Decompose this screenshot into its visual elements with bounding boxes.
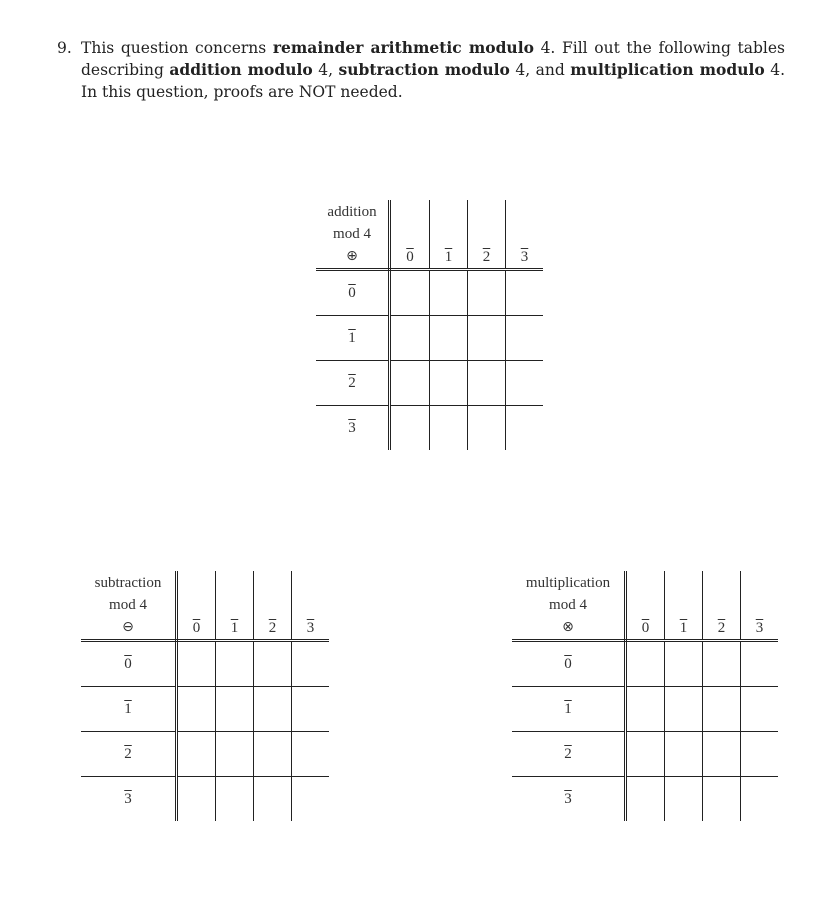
answer-cell[interactable] bbox=[665, 687, 703, 732]
column-header-label: 2 bbox=[268, 620, 277, 636]
answer-cell[interactable] bbox=[254, 777, 292, 822]
question-text-run: 4, bbox=[312, 61, 339, 79]
answer-cell[interactable] bbox=[177, 777, 216, 822]
answer-cell[interactable] bbox=[703, 732, 741, 777]
question-text-run: 4, and bbox=[509, 61, 571, 79]
answer-cell[interactable] bbox=[177, 641, 216, 687]
answer-cell[interactable] bbox=[390, 316, 430, 361]
multiplication-mod-4-table bbox=[512, 571, 778, 821]
answer-cell[interactable] bbox=[506, 316, 544, 361]
table-row bbox=[316, 361, 543, 406]
column-header-label: 0 bbox=[192, 620, 201, 636]
answer-cell[interactable] bbox=[703, 777, 741, 822]
column-header-label: 2 bbox=[482, 249, 491, 265]
column-header-label: 1 bbox=[444, 249, 453, 265]
row-header bbox=[316, 406, 390, 451]
column-header bbox=[216, 571, 254, 641]
answer-cell[interactable] bbox=[390, 270, 430, 316]
table-label bbox=[512, 571, 626, 641]
answer-cell[interactable] bbox=[626, 732, 665, 777]
question-block bbox=[57, 37, 785, 103]
table-label-line2: mod 4 bbox=[333, 226, 371, 242]
answer-cell[interactable] bbox=[177, 732, 216, 777]
answer-cell[interactable] bbox=[430, 406, 468, 451]
answer-cell[interactable] bbox=[506, 270, 544, 316]
column-header bbox=[390, 200, 430, 270]
row-header-label: 0 bbox=[348, 284, 356, 301]
column-header-label: 3 bbox=[755, 620, 764, 636]
table-row bbox=[81, 641, 329, 687]
question-bold-phrase: multiplication modulo bbox=[570, 60, 765, 79]
answer-cell[interactable] bbox=[665, 777, 703, 822]
answer-cell[interactable] bbox=[292, 777, 330, 822]
answer-cell[interactable] bbox=[741, 777, 779, 822]
row-header bbox=[512, 641, 626, 687]
column-header bbox=[254, 571, 292, 641]
answer-cell[interactable] bbox=[430, 361, 468, 406]
table-label-line1: multiplication bbox=[525, 575, 611, 591]
answer-cell[interactable] bbox=[703, 687, 741, 732]
table-label-line2: mod 4 bbox=[109, 597, 147, 613]
column-header bbox=[177, 571, 216, 641]
column-header bbox=[626, 571, 665, 641]
answer-cell[interactable] bbox=[703, 641, 741, 687]
column-header bbox=[703, 571, 741, 641]
answer-cell[interactable] bbox=[506, 361, 544, 406]
table-label-line1: subtraction bbox=[94, 575, 162, 591]
row-header-label: 2 bbox=[564, 745, 572, 762]
answer-cell[interactable] bbox=[254, 641, 292, 687]
answer-cell[interactable] bbox=[254, 687, 292, 732]
column-header-label: 0 bbox=[641, 620, 650, 636]
row-header bbox=[316, 316, 390, 361]
answer-cell[interactable] bbox=[468, 270, 506, 316]
answer-cell[interactable] bbox=[216, 687, 254, 732]
answer-cell[interactable] bbox=[665, 641, 703, 687]
answer-cell[interactable] bbox=[216, 777, 254, 822]
column-header bbox=[506, 200, 544, 270]
answer-cell[interactable] bbox=[216, 732, 254, 777]
answer-cell[interactable] bbox=[468, 406, 506, 451]
answer-cell[interactable] bbox=[390, 406, 430, 451]
table-row bbox=[316, 270, 543, 316]
table-row bbox=[512, 732, 778, 777]
answer-cell[interactable] bbox=[292, 641, 330, 687]
row-header bbox=[512, 732, 626, 777]
column-header bbox=[468, 200, 506, 270]
answer-cell[interactable] bbox=[177, 687, 216, 732]
column-header bbox=[741, 571, 779, 641]
row-header-label: 3 bbox=[348, 419, 356, 436]
row-header-label: 1 bbox=[564, 700, 572, 717]
row-header bbox=[81, 687, 177, 732]
answer-cell[interactable] bbox=[254, 732, 292, 777]
question-text-run: This question concerns bbox=[81, 39, 273, 57]
answer-cell[interactable] bbox=[665, 732, 703, 777]
table-row bbox=[512, 687, 778, 732]
operator-symbol-icon: ⊕ bbox=[346, 248, 358, 264]
question-text-run: 4. In this question, proofs are NOT needed. bbox=[81, 61, 785, 101]
row-header bbox=[316, 361, 390, 406]
column-header-label: 3 bbox=[306, 620, 315, 636]
answer-cell[interactable] bbox=[430, 270, 468, 316]
row-header bbox=[316, 270, 390, 316]
table-row bbox=[316, 406, 543, 451]
answer-cell[interactable] bbox=[626, 777, 665, 822]
table-row bbox=[81, 687, 329, 732]
row-header-label: 1 bbox=[124, 700, 132, 717]
row-header bbox=[81, 777, 177, 822]
subtraction-mod-4-table bbox=[81, 571, 329, 821]
column-header bbox=[665, 571, 703, 641]
row-header-label: 3 bbox=[124, 790, 132, 807]
answer-cell[interactable] bbox=[741, 732, 779, 777]
table-label bbox=[81, 571, 177, 641]
addition-mod-4-table bbox=[316, 200, 543, 450]
answer-cell[interactable] bbox=[741, 641, 779, 687]
answer-cell[interactable] bbox=[468, 316, 506, 361]
row-header-label: 0 bbox=[124, 655, 132, 672]
row-header-label: 2 bbox=[124, 745, 132, 762]
answer-cell[interactable] bbox=[292, 732, 330, 777]
answer-cell[interactable] bbox=[506, 406, 544, 451]
question-number: 9. bbox=[57, 39, 72, 57]
table-label bbox=[316, 200, 390, 270]
answer-cell[interactable] bbox=[292, 687, 330, 732]
row-header-label: 2 bbox=[348, 374, 356, 391]
table-row bbox=[81, 732, 329, 777]
question-bold-phrase: remainder arithmetic modulo bbox=[272, 38, 534, 57]
table-label-line2: mod 4 bbox=[549, 597, 587, 613]
table-row bbox=[512, 641, 778, 687]
question-bold-phrase: subtraction modulo bbox=[338, 60, 510, 79]
table-row bbox=[81, 777, 329, 822]
answer-cell[interactable] bbox=[741, 687, 779, 732]
answer-cell[interactable] bbox=[390, 361, 430, 406]
column-header-label: 1 bbox=[679, 620, 688, 636]
answer-cell[interactable] bbox=[430, 316, 468, 361]
column-header-label: 2 bbox=[717, 620, 726, 636]
table-label-line1: addition bbox=[327, 204, 377, 220]
question-text bbox=[81, 37, 785, 103]
row-header bbox=[512, 687, 626, 732]
question-bold-phrase: addition modulo bbox=[169, 60, 313, 79]
column-header-label: 0 bbox=[406, 249, 414, 265]
row-header bbox=[81, 641, 177, 687]
row-header-label: 1 bbox=[348, 329, 356, 346]
table-row bbox=[512, 777, 778, 822]
operator-symbol-icon: ⊗ bbox=[562, 619, 574, 635]
column-header-label: 3 bbox=[520, 249, 529, 265]
answer-cell[interactable] bbox=[468, 361, 506, 406]
column-header bbox=[292, 571, 330, 641]
row-header-label: 3 bbox=[564, 790, 572, 807]
operator-symbol-icon: ⊖ bbox=[122, 619, 134, 635]
column-header bbox=[430, 200, 468, 270]
answer-cell[interactable] bbox=[626, 687, 665, 732]
table-row bbox=[316, 316, 543, 361]
row-header-label: 0 bbox=[564, 655, 572, 672]
row-header bbox=[81, 732, 177, 777]
answer-cell[interactable] bbox=[626, 641, 665, 687]
question-text-run: 4. Fill out the following tables describing bbox=[81, 39, 786, 79]
column-header-label: 1 bbox=[230, 620, 239, 636]
row-header bbox=[512, 777, 626, 822]
answer-cell[interactable] bbox=[216, 641, 254, 687]
